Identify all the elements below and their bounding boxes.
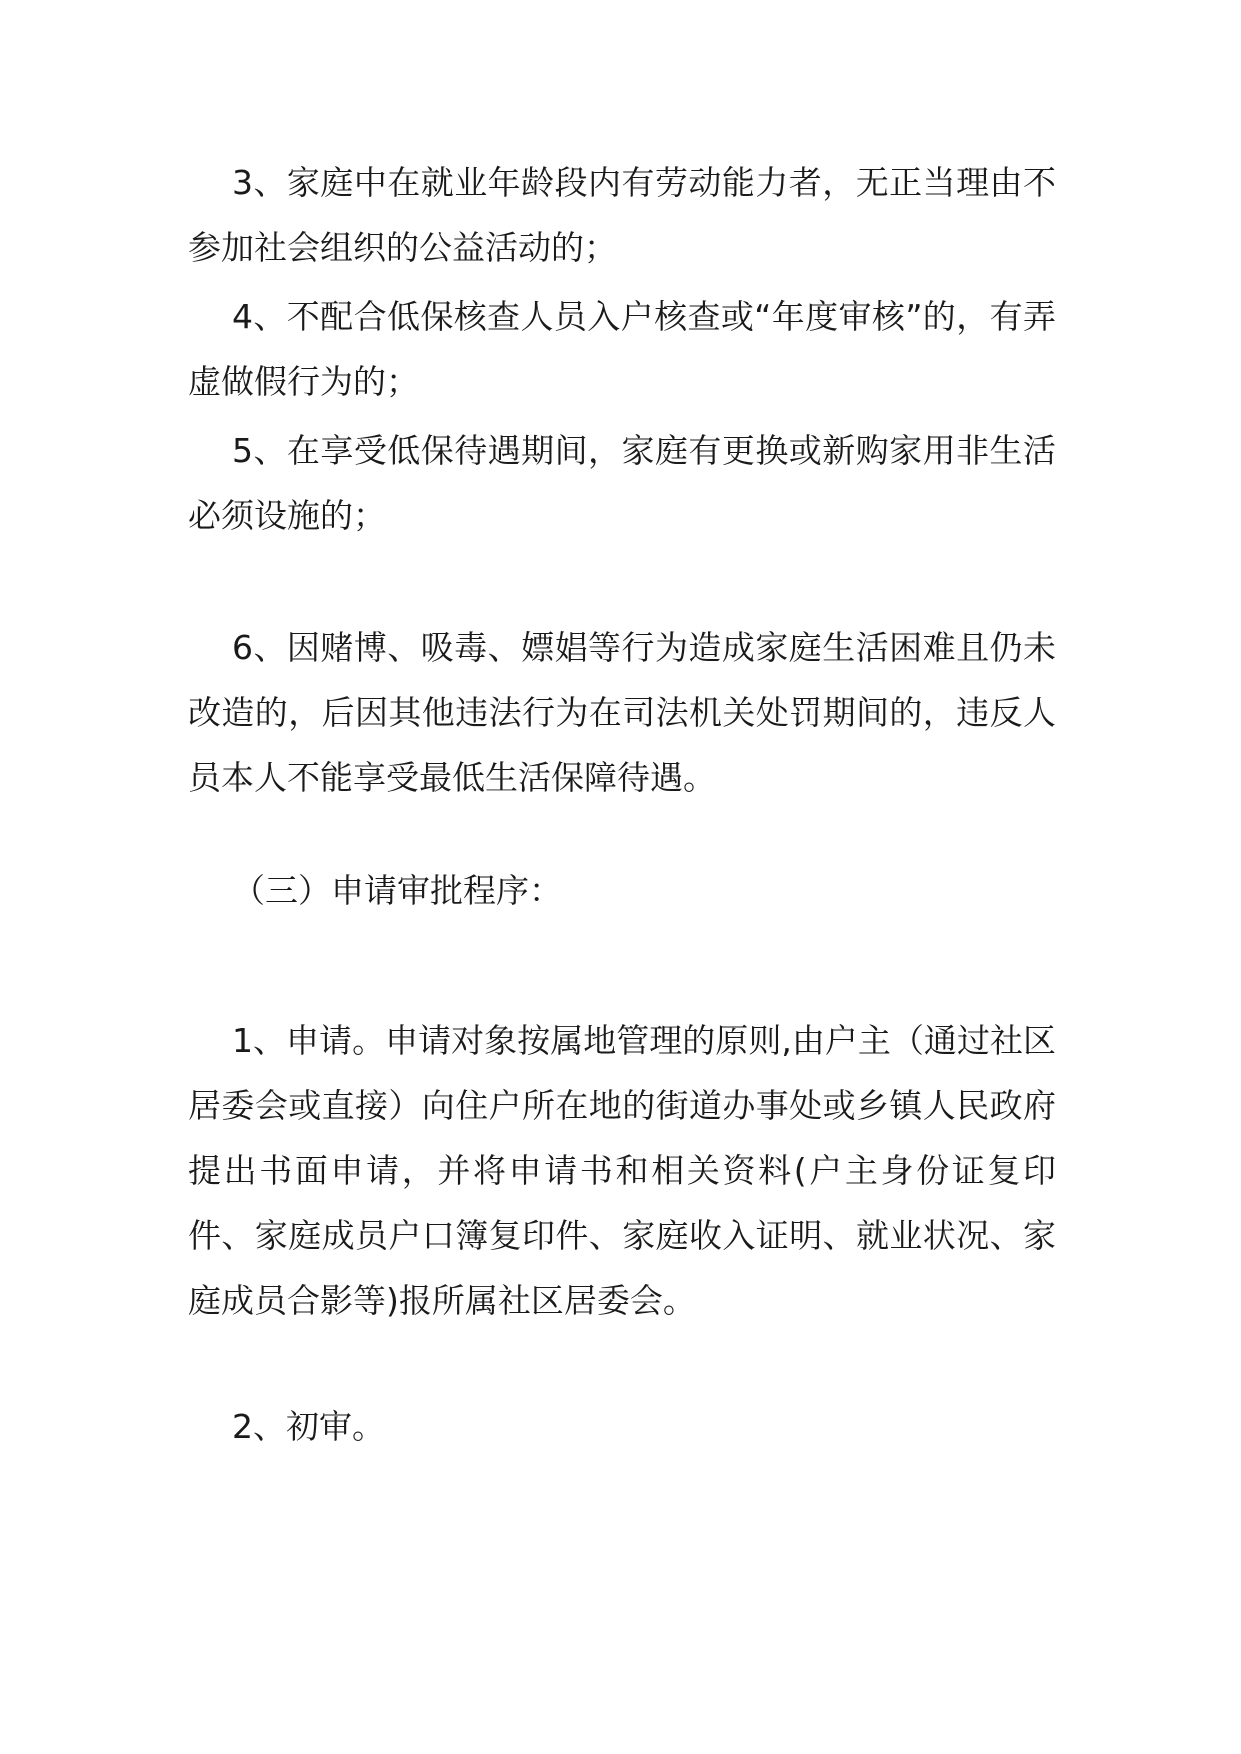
paragraph-item-6: 6、因赌博、吸毒、嫖娼等行为造成家庭生活困难且仍未改造的，后因其他违法行为在司法机关处罚期间的，违反人员本人不能享受最低生活保障待遇。 [188,628,1056,797]
paragraph-item-4: 4、不配合低保核查人员入户核查或“年度审核”的，有弄虚做假行为的； [188,297,1056,401]
paragraph-item-5: 5、在享受低保待遇期间，家庭有更换或新购家用非生活必须设施的； [188,431,1056,535]
paragraph-item-3: 3、家庭中在就业年龄段内有劳动能力者，无正当理由不参加社会组织的公益活动的； [188,163,1056,267]
section-heading: （三）申请审批程序： [232,871,562,910]
paragraph-step-1: 1、申请。申请对象按属地管理的原则,由户主（通过社区居委会或直接）向住户所在地的街道办事处或乡镇人民政府提出书面申请，并将申请书和相关资料(户主身份证复印件、家庭成员户口簿复印件、家庭收入证明、就业状况、家庭成员合影等)报所属社区居委会。 [188,1021,1056,1320]
paragraph-step-2: 2、初审。 [232,1407,385,1446]
